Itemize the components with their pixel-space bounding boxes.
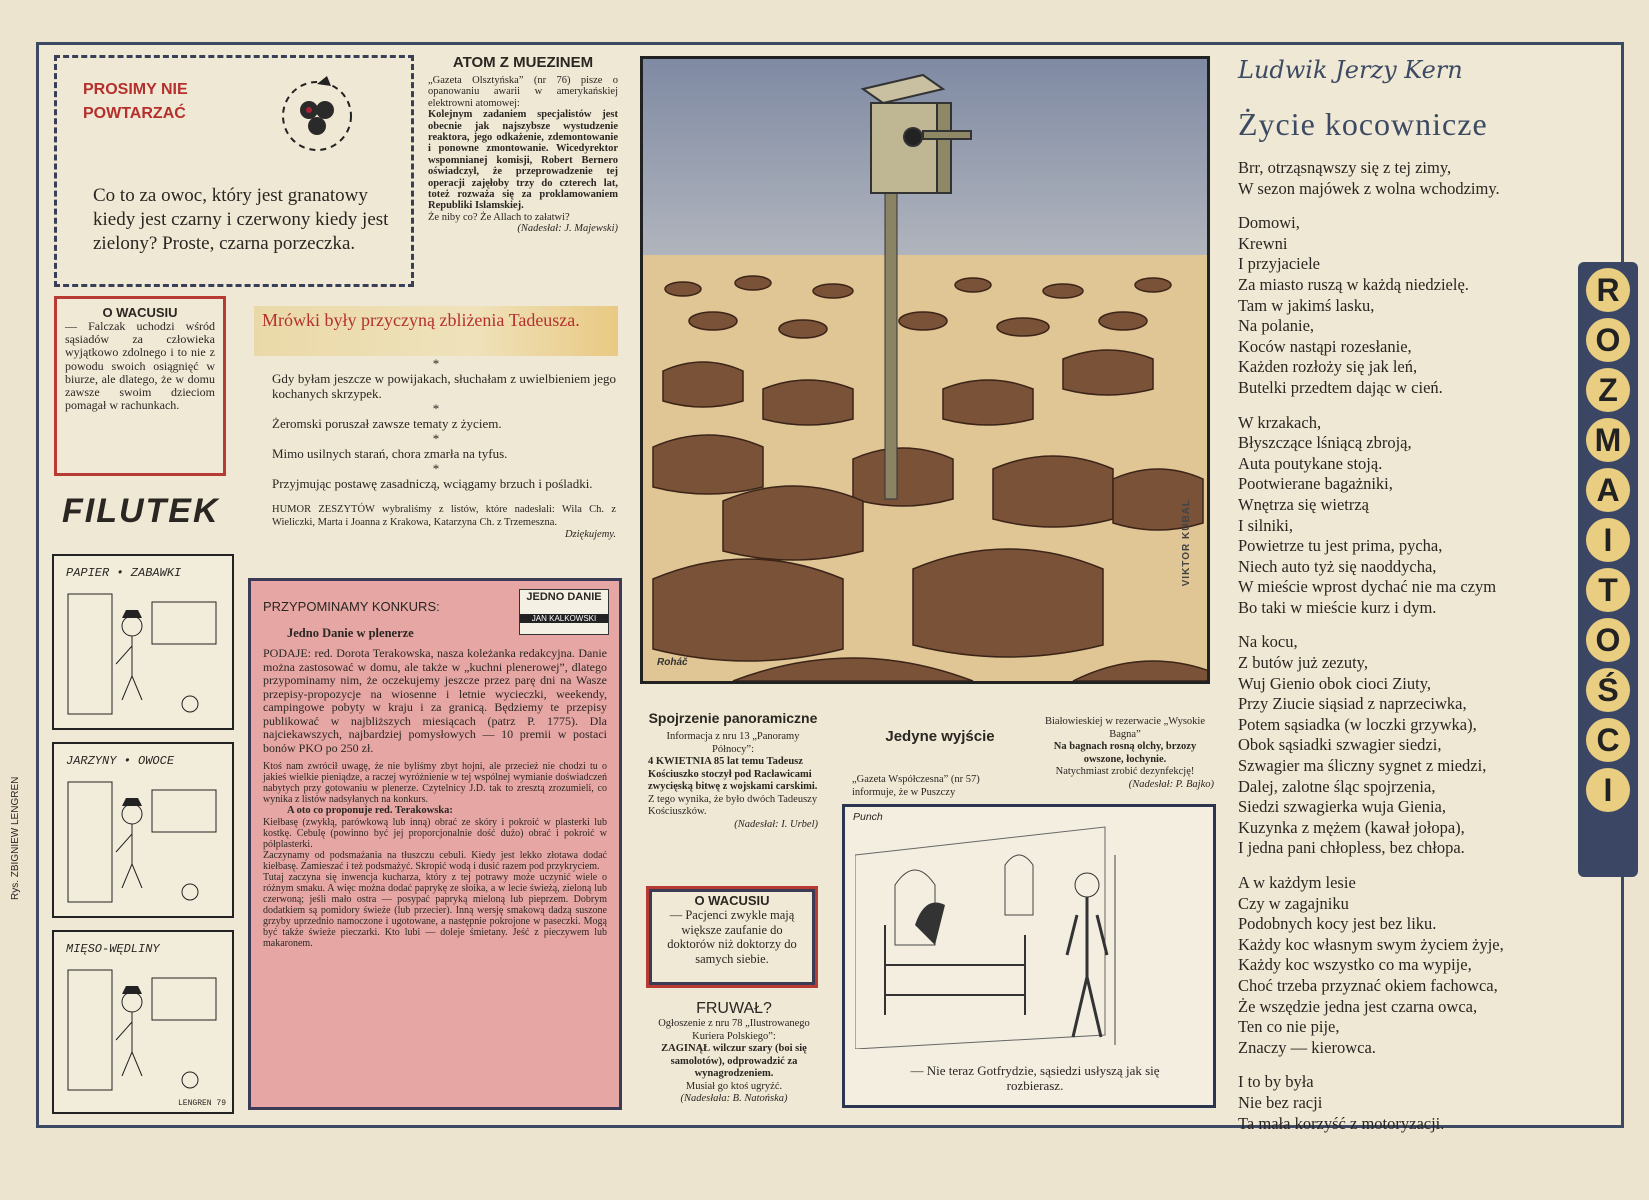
poem-stanza: A w każdym lesie Czy w zagajniku Podobnych kocy jest bez liku. Każdy koc własnym swym życiem żyje, Każdy koc wszystko co ma wypije, Choć trzeba przyznać okiem fachowca, Że wszędzie jedna jest czarna owca, Ten co nie pije, Znaczy — kierowca.	[1238, 873, 1504, 1057]
spojrzenie-credit: (Nadesłał: I. Urbel)	[734, 818, 818, 830]
konkurs-p5: Tutaj zaczyna się inwencja kucharza, który z tej potrawy może uczynić wiele o różnym smaku. A więc można dodać paprykę ze słoika, a w lecie świeżą, zieloną lub czerwoną; jeśli mało ostra — posypać papryką mieloną lub pieprzem. Dobrym dodatkiem są pomidory świeże (lub przecier). Inną wersję smakową dadzą suszone grzyby uprzednio namoczone i ugotowane, a następnie pokrojone w paseczki. Mogą być także świeże pieczarki. Kto lubi — doleje śmietany. Jeść z pieczywem lub makaronem.	[263, 872, 607, 949]
panel-sign-1: PAPIER • ZABAWKI	[66, 566, 182, 580]
riddle-text: Co to za owoc, który jest granatowy kiedy jest czarny i czerwony kiedy jest zielony? Proste, czarna porzeczka.	[93, 185, 389, 254]
mrowki-item: Przyjmując postawę zasadniczą, wciągamy brzuch i pośladki.	[272, 476, 593, 491]
mrowki-thanks: Dziękujemy.	[564, 529, 616, 540]
mrowki-item: Mimo usilnych starań, chora zmarła na tyfus.	[272, 446, 508, 461]
comic-drawing-1	[60, 586, 228, 726]
filutek-logo: FILUTEK	[62, 492, 220, 530]
poem-stanza: Domowi, Krewni I przyjaciele Za miasto ruszą w każdą niedzielę. Tam w jakimś lasku, Na polanie, Koców nastąpi rozesłanie, Każden rozłoży się jak leń, Butelki przedtem dając w cień.	[1238, 213, 1469, 397]
mrowki-headline-bar	[254, 306, 618, 356]
fruit-dancers-illustration	[257, 72, 377, 160]
section-letter: R	[1586, 268, 1630, 312]
wacusiu-box-1	[54, 296, 226, 476]
section-letter: Ś	[1586, 668, 1630, 712]
punch-cartoon	[842, 804, 1216, 1108]
comic-drawing-3	[60, 962, 228, 1102]
spojrzenie-title: Spojrzenie panoramiczne	[648, 710, 818, 726]
section-letter: I	[1586, 768, 1630, 812]
section-letter: O	[1586, 618, 1630, 662]
section-letter: O	[1586, 318, 1630, 362]
cartoon-source: Roháč	[657, 657, 688, 668]
section-banner	[1578, 262, 1638, 877]
atom-column	[428, 54, 618, 236]
fruwal-credit: (Nadesłała: B. Natońska)	[680, 1093, 788, 1104]
wacusiu-text-2: — Pacjenci zwykle mają większe zaufanie do doktorów niż doktorzy do samych siebie.	[667, 908, 797, 966]
fruwal-column	[648, 1000, 820, 1106]
section-letter: Z	[1586, 368, 1630, 412]
illustrator-credit: Rys. ZBIGNIEW LENGREN	[10, 776, 21, 900]
konkurs-header: PRZYPOMINAMY KONKURS:	[263, 599, 440, 614]
fruwal-title: FRUWAŁ?	[696, 1000, 772, 1017]
spojrzenie-column	[648, 710, 818, 831]
wacusiu-title-1: O WACUSIU	[102, 305, 178, 320]
punch-drawing	[855, 825, 1205, 1049]
comic-panel-3	[52, 930, 234, 1114]
atom-quote: Kolejnym zadaniem specjalistów jest obecnie jak najszybsze wystudzenie reaktora, jego odkażenie, zdemontowanie i ponowne zmontowanie. Wicedyrektor wspomnianej komisji, Robert Bernero oświadczył, że przeprowadzenie tej operacji zajęłoby trzy do czterech lat, toteż rozważa się za proklamowaniem Republiki Islamskiej.	[428, 109, 618, 212]
jedyne-credit: (Nadesłał: P. Bajko)	[1128, 778, 1214, 790]
jedyne-title: Jedyne wyjście	[885, 728, 995, 745]
panel-sign-3: MIĘSO-WĘDLINY	[66, 942, 160, 956]
fruwal-intro: Ogłoszenie z nru 78 „Ilustrowanego Kuriera Polskiego”:	[658, 1018, 810, 1042]
section-letter: I	[1586, 518, 1630, 562]
poem-stanza: I to by była Nie bez racji Ta mała korzyść z motoryzacji.	[1238, 1072, 1445, 1133]
comic-panel-2	[52, 742, 234, 918]
comic-drawing-2	[60, 774, 228, 914]
wacusiu-box-2	[646, 886, 818, 988]
star: *	[432, 356, 440, 371]
riddle-title: PROSIMY NIE POWTARZAĆ	[83, 81, 188, 122]
section-letter: M	[1586, 418, 1630, 462]
spojrzenie-punchline: Z tego wynika, że było dwóch Tadeuszy Kościuszków.	[648, 793, 818, 817]
panel-signature: LENGREN 79	[177, 1099, 226, 1108]
poem-stanza: Brr, otrząsnąwszy się z tej zimy, W sezon majówek z wolna wchodzimy.	[1238, 158, 1500, 198]
jedyne-intro: „Gazeta Współczesna” (nr 57) informuje, że w Puszczy	[852, 774, 980, 798]
mrowki-item: Żeromski poruszał zawsze tematy z życiem.	[272, 416, 502, 431]
mrowki-headline: Mrówki były przyczyną zbliżenia Tadeusza.	[262, 310, 580, 330]
star: *	[432, 431, 440, 446]
section-letter: A	[1586, 468, 1630, 512]
jedyne-quote: Na bagnach rosną olchy, brzozy owszone, łochynie.	[1053, 741, 1197, 765]
jedno-danie-logo	[519, 589, 609, 635]
konkurs-p3: Kiełbasę (zwykłą, parówkową lub inną) obrać ze skóry i pokroić w plasterki lub kostkę. Cebulę (powinno być jej proporcjonalnie dość dużo) obrać i pokroić w półplasterki.	[263, 817, 607, 850]
poem-stanza: W krzakach, Błyszczące lśniącą zbroją, Auta poutykane stoją. Pootwierane bagażniki, Wnętrza się wietrzą I silniki, Powietrze tu jest prima, pycha, Niech auto tyż się naoddycha, W mieście wprost dychać nie ma czym Bo taki w mieście kurz i dym.	[1238, 412, 1497, 617]
panel-sign-2: JARZYNY • OWOCE	[66, 754, 175, 768]
riddle-box	[54, 55, 414, 287]
star: *	[432, 461, 440, 476]
atom-credit: (Nadesłał: J. Majewski)	[517, 223, 618, 235]
logo-name: JAN KALKOWSKI	[520, 614, 608, 623]
stumps-cartoon	[640, 56, 1210, 684]
konkurs-box	[248, 578, 622, 1110]
punch-caption: — Nie teraz Gotfrydzie, sąsiedzi usłyszą jak się rozbierasz.	[910, 1063, 1160, 1093]
section-letter: C	[1586, 718, 1630, 762]
poem-body	[1238, 158, 1598, 1148]
konkurs-subtitle: Jedno Danie w plenerze	[287, 626, 414, 640]
mrowki-footer: HUMOR ZESZYTÓW wybraliśmy z listów, które nadesłali: Wila Ch. z Wieliczki, Marta i Joanna z Krakowa, Katarzyna Ch. z Trzemeszna.	[272, 504, 616, 528]
jedyne-intro-2: Białowieskiej w rezerwacie „Wysokie Bagna”	[1044, 716, 1205, 740]
konkurs-p1: Ktoś nam zwrócił uwagę, że nie byliśmy zbyt hojni, ale przecież nie chodzi tu o jakieś wielkie pieniądze, a raczej wyróżnienie w tej wspólnej wymianie doświadczeń nabytych przy gotowaniu w plenerze. Czytelnicy J.D. tak to zresztą zrozumieli, co wynika z listów nadsyłanych na konkurs.	[263, 761, 607, 805]
wacusiu-text-1: — Falczak uchodzi wśród sąsiadów za człowieka wyjątkowo zdolnego i to nie z powodu swoich osiągnięć w biurze, ale dlatego, że w domu zawsze swoim dzieciom pomagał w rachunkach.	[65, 319, 215, 413]
konkurs-lead: PODAJE: red. Dorota Terakowska, nasza koleżanka redakcyjna. Danie można zastosować w domu, ale także w „kuchni plenerowej”, dlatego przypominamy nim, że oczekujemy jeszcze przez parę dni na Wasze przepisy-propozycje na wiosenne i letnie wycieczki, weekendy, campingowe pobyty w kraju i za granicą. Będziemy te przepisy publikować w najbliższych miesiącach (patrz P. 1775). Dla najciekawszych, najbardziej pomysłowych — 10 premii w postaci bonów PKO po 250 zł.	[263, 646, 607, 755]
spojrzenie-quote: 4 KWIETNIA 85 lat temu Tadeusz Kościuszko stoczył pod Racławicami zwycięską bitwę z wojskami carskimi.	[648, 756, 818, 792]
jedyne-column	[1036, 716, 1214, 791]
fruwal-quote: ZAGINĄŁ wilczur szary (boi się samolotów), odprowadzić za wynagrodzeniem.	[661, 1043, 807, 1079]
poem-author: Ludwik Jerzy Kern	[1238, 56, 1463, 84]
atom-punchline: Że niby co? Że Allach to załatwi?	[428, 211, 570, 223]
fruwal-punchline: Musiał go ktoś ugryźć.	[685, 1080, 783, 1092]
mrowki-item: Gdy byłam jeszcze w powijakach, słuchałam z uwielbieniem jego kochanych skrzypek.	[272, 371, 616, 401]
section-letter: T	[1586, 568, 1630, 612]
jedyne-punchline: Natychmiast zrobić dezynfekcję!	[1055, 766, 1195, 777]
wacusiu-title-2: O WACUSIU	[694, 893, 770, 908]
atom-title: ATOM Z MUEZINEM	[452, 54, 594, 71]
konkurs-p2: A oto co proponuje red. Terakowska:	[287, 805, 453, 816]
comic-panel-1	[52, 554, 234, 730]
star: *	[432, 401, 440, 416]
poem-title: Życie kocownicze	[1238, 106, 1488, 142]
konkurs-p4: Zaczynamy od podsmażania na tłuszczu cebuli. Kiedy jest lekko złotawa dodać kiełbasę. Zamieszać i też podsmażyć. Skropić wodą i dusić razem pod przykryciem.	[263, 850, 607, 872]
poem-stanza: Na kocu, Z butów już zezuty, Wuj Gienio obok cioci Ziuty, Przy Ziucie siąsiad z naprzeciwka, Potem sąsiadka (w loczki grzywka), Obok sąsiadki szwagier siedzi, Szwagier ma śliczny sygnet z miedzi, Dalej, zalotne śląc spojrzenia, Siedzi szwagierka wuja Gienia, Kuzynka z mężem (kawał jołopa), I jedna pani chłopless, bez chłopa.	[1238, 632, 1487, 858]
mrowki-items	[256, 356, 616, 542]
cartoon-artist: VIKTOR KUBAL	[1181, 499, 1192, 587]
stumps-illustration	[643, 59, 1207, 681]
atom-intro: „Gazeta Olsztyńska” (nr 76) pisze o opanowaniu awarii w amerykańskiej elektrowni atomowej:	[428, 75, 618, 109]
logo-text: JEDNO DANIE	[526, 591, 602, 603]
spojrzenie-intro: Informacja z nru 13 „Panoramy Północy”:	[666, 731, 800, 755]
punch-source: Punch	[853, 811, 883, 823]
